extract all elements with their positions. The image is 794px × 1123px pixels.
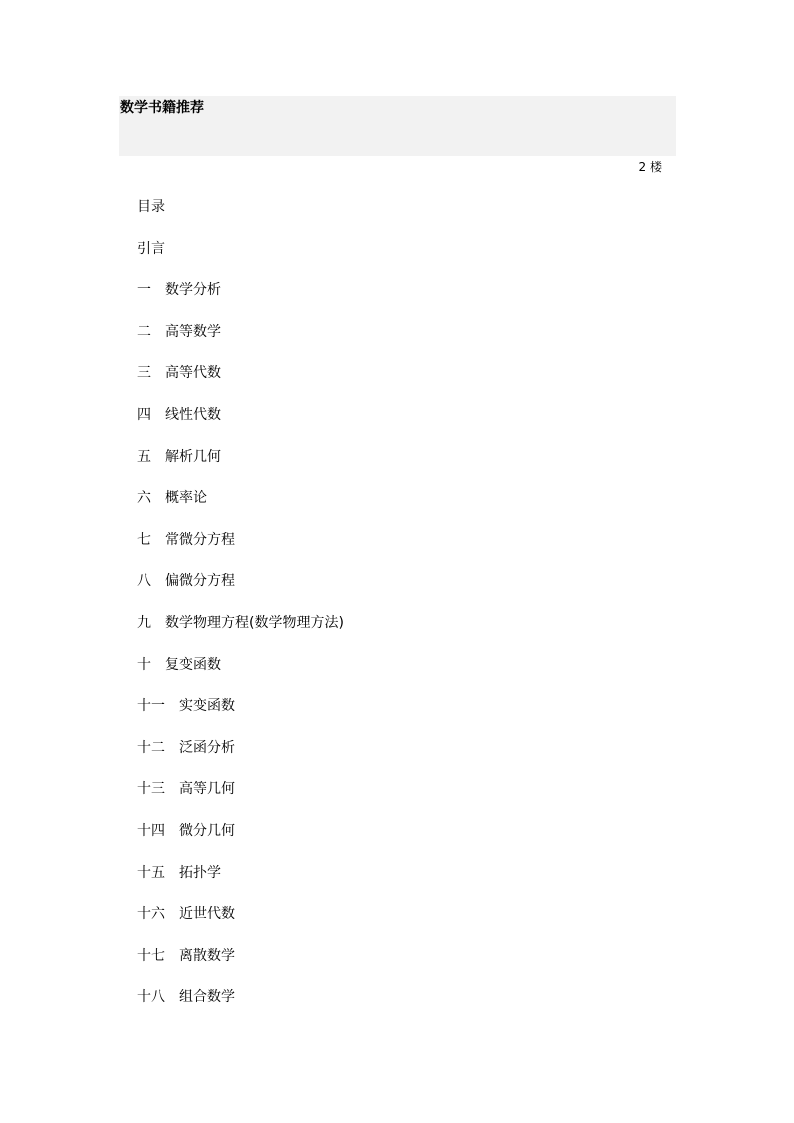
toc-item-number: 十 — [137, 656, 151, 673]
toc-item-label: 高等几何 — [179, 781, 235, 798]
toc-item — [137, 780, 344, 822]
toc-intro: 引言 — [137, 240, 165, 257]
toc-item-number: 十一 — [137, 698, 165, 715]
toc-item-label: 泛函分析 — [179, 739, 235, 756]
toc-item-number: 十五 — [137, 864, 165, 881]
post-title: 数学书籍推荐 — [120, 100, 204, 116]
toc-item-label: 常微分方程 — [165, 531, 235, 548]
toc-item-number: 三 — [137, 365, 151, 382]
toc-item-label: 离散数学 — [179, 947, 235, 964]
table-of-contents — [137, 198, 344, 1030]
toc-item-number: 十七 — [137, 947, 165, 964]
post-title-bar — [119, 96, 676, 156]
toc-item-number: 六 — [137, 490, 151, 507]
toc-item — [137, 905, 344, 947]
toc-item-number: 十八 — [137, 989, 165, 1006]
toc-item-number: 九 — [137, 614, 151, 631]
toc-item — [137, 572, 344, 614]
toc-item-number: 四 — [137, 406, 151, 423]
toc-item-label: 偏微分方程 — [165, 573, 235, 590]
toc-item — [137, 822, 344, 864]
toc-item-label: 概率论 — [165, 490, 207, 507]
toc-item — [137, 281, 344, 323]
toc-item — [137, 448, 344, 490]
toc-item — [137, 364, 344, 406]
toc-item-number: 十四 — [137, 822, 165, 839]
toc-item-label: 高等数学 — [165, 323, 221, 340]
toc-item-number: 十三 — [137, 781, 165, 798]
toc-item — [137, 697, 344, 739]
toc-item-label: 线性代数 — [165, 406, 221, 423]
toc-item — [137, 739, 344, 781]
toc-item-number: 五 — [137, 448, 151, 465]
toc-item — [137, 614, 344, 656]
toc-item-label: 数学分析 — [165, 282, 221, 299]
toc-item-number: 八 — [137, 573, 151, 590]
toc-heading: 目录 — [137, 199, 165, 215]
toc-item-label: 近世代数 — [179, 906, 235, 923]
toc-item — [137, 323, 344, 365]
toc-item-label: 组合数学 — [179, 989, 235, 1006]
toc-item-number: 一 — [137, 282, 151, 299]
toc-item — [137, 406, 344, 448]
toc-item-label: 复变函数 — [165, 656, 221, 673]
toc-item — [137, 864, 344, 906]
toc-item — [137, 947, 344, 989]
toc-item — [137, 489, 344, 531]
toc-item-number: 二 — [137, 323, 151, 340]
toc-item-label: 数学物理方程(数学物理方法) — [165, 614, 344, 631]
toc-item-label: 微分几何 — [179, 822, 235, 839]
toc-item-label: 高等代数 — [165, 365, 221, 382]
toc-item-label: 实变函数 — [179, 698, 235, 715]
floor-label: 2 楼 — [638, 160, 662, 174]
toc-item-number: 七 — [137, 531, 151, 548]
toc-item-label: 拓扑学 — [179, 864, 221, 881]
toc-item — [137, 988, 344, 1030]
toc-item — [137, 656, 344, 698]
toc-item-label: 解析几何 — [165, 448, 221, 465]
toc-item — [137, 531, 344, 573]
toc-item-number: 十二 — [137, 739, 165, 756]
toc-item-number: 十六 — [137, 906, 165, 923]
